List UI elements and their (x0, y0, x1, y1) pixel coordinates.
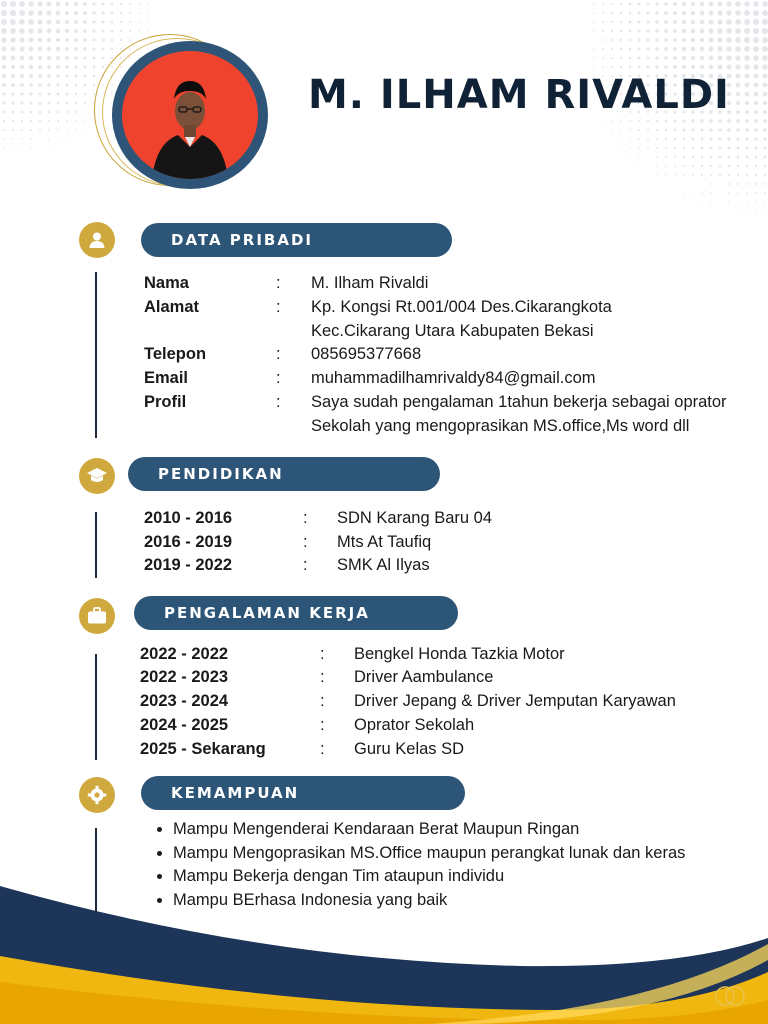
person-name: M. ILHAM RIVALDI (308, 72, 730, 118)
bottom-wave-decoration (0, 860, 768, 1024)
dot-pattern-top-right (590, 0, 768, 250)
list-item: • Mampu Mengoprasikan MS.Office maupun perangkat lunak dan keras (173, 842, 685, 866)
timeline-line (95, 512, 97, 578)
profile-photo-frame (112, 41, 268, 189)
briefcase-icon (79, 598, 115, 634)
list-item: • Mampu BErhasa Indonesia yang baik (173, 889, 685, 913)
profile-photo (122, 51, 258, 179)
section-header-skills: KEMAMPUAN (141, 776, 465, 810)
section-header-personal: DATA PRIBADI (141, 223, 452, 257)
list-item: • Mampu Bekerja dengan Tim ataupun individu (173, 865, 685, 889)
timeline-line (95, 272, 97, 438)
timeline-line (95, 654, 97, 760)
section-header-education: PENDIDIKAN (128, 457, 440, 491)
person-silhouette (122, 51, 258, 179)
list-item: • Mampu Mengenderai Kendaraan Berat Maupun Ringan (173, 818, 685, 842)
gear-icon (79, 777, 115, 813)
user-icon (79, 222, 115, 258)
section-header-experience: PENGALAMAN KERJA (134, 596, 458, 630)
cv-page: M. ILHAM RIVALDI DATA PRIBADI Nama : M. Ilham Rivaldi Alamat : Kp. Kongsi Rt.001/004 Des.Cikarangkota Kec.Cikarang Utara Kabupaten Bekasi Telepon : 085695377668 Email : muhammadilhamrivaldy84@gmail.com Profil : Saya sudah pengalaman 1tahun bekerja sebagai oprator Sekolah yang mengoprasikan MS.office,Ms word dll PENDIDIKAN 2010 - 2016 : SDN Karang Baru 04 2016 - 2019 : Mts At Taufiq 2019 - 2022 : SMK Al Ilyas PENGALAMAN KERJA 2022 - 2022 : Bengkel Honda Tazkia Motor 2022 - 2023 : Driver Aambulance 2023 - 2024 : Driver Jepang & Driver Jemputan Karyawan 2024 - 2025 : Oprator Sekolah 2025 - Sekarang : Guru Kelas SD KEMAMPUAN • Mampu Mengenderai Kendaraan Berat Maupun Ringan • Mampu Mengoprasikan MS.Office maupun perangkat lunak dan keras • Mampu Bekerja dengan Tim ataupun individu • Mampu BErhasa Indonesia yang baik (0, 0, 768, 1024)
graduation-cap-icon (79, 458, 115, 494)
